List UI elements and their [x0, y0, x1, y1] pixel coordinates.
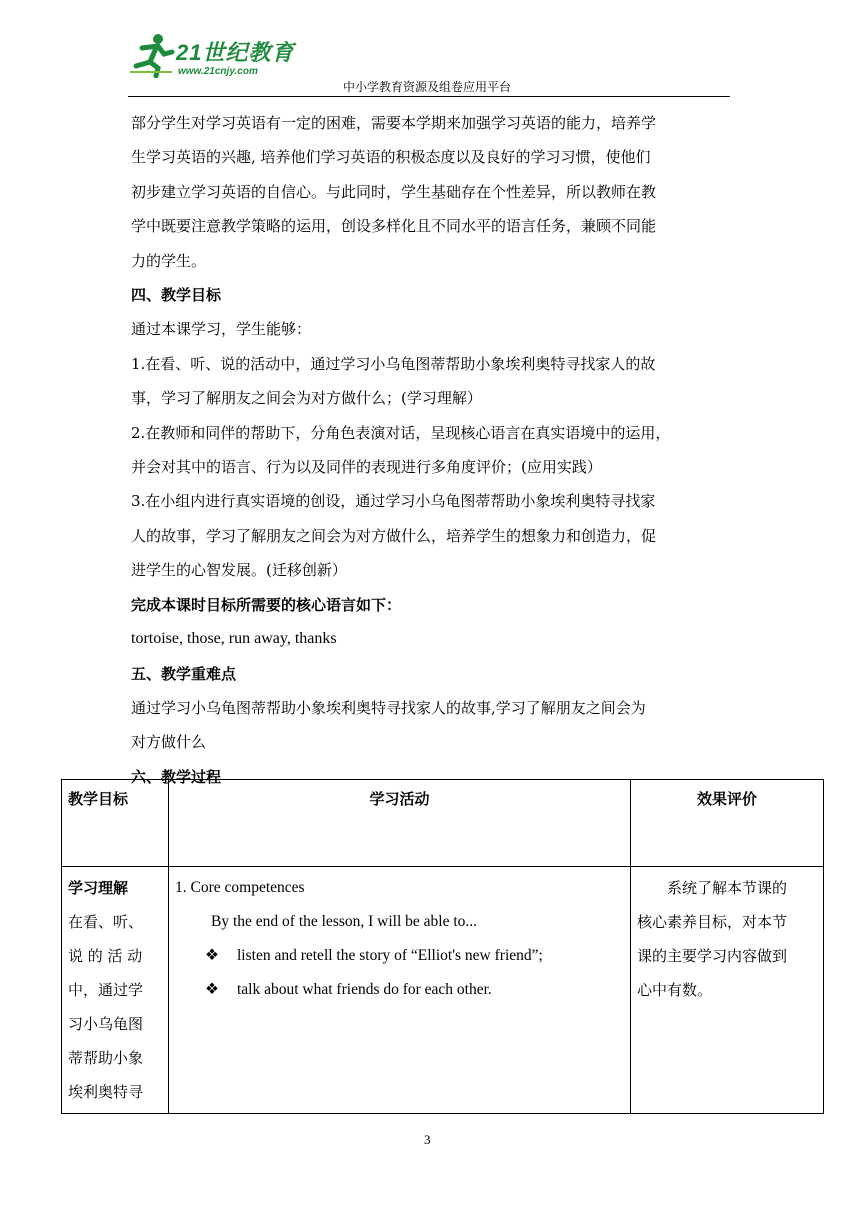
goal-line: 事，学习了解朋友之间会为对方做什么；(学习理解）: [131, 389, 482, 408]
site-logo: [128, 32, 308, 82]
logo-text: 21世纪教育: [176, 40, 295, 65]
body-line: 对方做什么: [131, 733, 207, 752]
body-line: 力的学生。: [131, 251, 207, 270]
activity-cell: [169, 867, 631, 1114]
goal-line: 进学生的心智发展。(迁移创新）: [131, 561, 347, 580]
page-header: [128, 30, 730, 98]
table-row: [62, 867, 824, 1114]
body-line: 通过本课学习，学生能够：: [131, 320, 312, 339]
column-header: 学习活动: [169, 780, 631, 867]
eval-line: 课的主要学习内容做到: [637, 947, 788, 965]
section-heading: 五、教学重难点: [131, 664, 237, 683]
body-line: 初步建立学习英语的自信心。与此同时，学生基础存在个性差异，所以教师在教: [131, 182, 657, 201]
body-line: 部分学生对学习英语有一定的困难，需要本学期来加强学习英语的能力，培养学: [131, 114, 657, 132]
page-number: 3: [424, 1132, 431, 1147]
section-heading: 六、教学过程: [131, 767, 222, 786]
goal-line: 3.在小组内进行真实语境的创设，通过学习小乌龟图蒂帮助小象埃利奥特寻找家: [131, 492, 656, 511]
bullet-text: talk about what friends do for each other.: [237, 981, 492, 998]
goal-line: 习小乌龟图: [68, 1015, 144, 1033]
goal-line: 说 的 活 动: [68, 947, 143, 965]
column-header: 教学目标: [62, 780, 169, 867]
goal-cell: [62, 867, 169, 1114]
goal-line: 2.在教师和同伴的帮助下，分角色表演对话，呈现核心语言在真实语境中的运用，: [131, 423, 671, 442]
header-divider: [128, 96, 730, 97]
body-line: 学中既要注意教学策略的运用，创设多样化且不同水平的语言任务，兼顾不同能: [131, 217, 657, 236]
eval-line: 系统了解本节课的: [667, 879, 788, 897]
eval-line: 心中有数。: [637, 981, 713, 999]
teaching-process-table: [61, 779, 824, 1114]
activity-bullet: [175, 973, 624, 1007]
runner-icon: [128, 32, 176, 78]
evaluation-cell: [631, 867, 824, 1114]
goal-line: 埃利奥特寻: [68, 1083, 144, 1101]
goal-line: 中，通过学: [68, 981, 144, 999]
bullet-icon: ❖: [205, 981, 219, 998]
core-language-heading: 完成本课时目标所需要的核心语言如下：: [131, 595, 402, 614]
body-line: 生学习英语的兴趣, 培养他们学习英语的积极态度以及良好的学习习惯，使他们: [131, 148, 651, 167]
logo-url: www.21cnjy.com: [178, 66, 258, 77]
goal-line: 并会对其中的语言、行为以及同伴的表现进行多角度评价；(应用实践）: [131, 458, 602, 477]
eval-line: 核心素养目标，对本节: [637, 913, 788, 931]
goal-title: 学习理解: [68, 879, 129, 897]
goal-line: 1.在看、听、说的活动中，通过学习小乌龟图蒂帮助小象埃利奥特寻找家人的故: [131, 354, 656, 373]
goal-line: 人的故事，学习了解朋友之间会为对方做什么，培养学生的想象力和创造力，促: [131, 526, 657, 545]
activity-subheading: By the end of the lesson, I will be able to...: [211, 913, 478, 930]
goal-line: 蒂帮助小象: [68, 1049, 144, 1067]
core-language: tortoise, those, run away, thanks: [131, 630, 337, 648]
bullet-icon: ❖: [205, 947, 219, 964]
section-heading: 四、教学目标: [131, 286, 222, 305]
activity-bullet: [175, 939, 624, 973]
column-header: 效果评价: [631, 780, 824, 867]
platform-name: 中小学教育资源及组卷应用平台: [343, 80, 512, 94]
body-line: 通过学习小乌龟图蒂帮助小象埃利奥特寻找家人的故事,学习了解朋友之间会为: [131, 698, 646, 717]
bullet-text: listen and retell the story of “Elliot's new friend”;: [237, 947, 543, 964]
activity-heading: 1. Core competences: [175, 879, 305, 896]
table-header-row: [62, 780, 824, 867]
goal-line: 在看、听、: [68, 913, 144, 931]
document-body: [131, 106, 729, 794]
